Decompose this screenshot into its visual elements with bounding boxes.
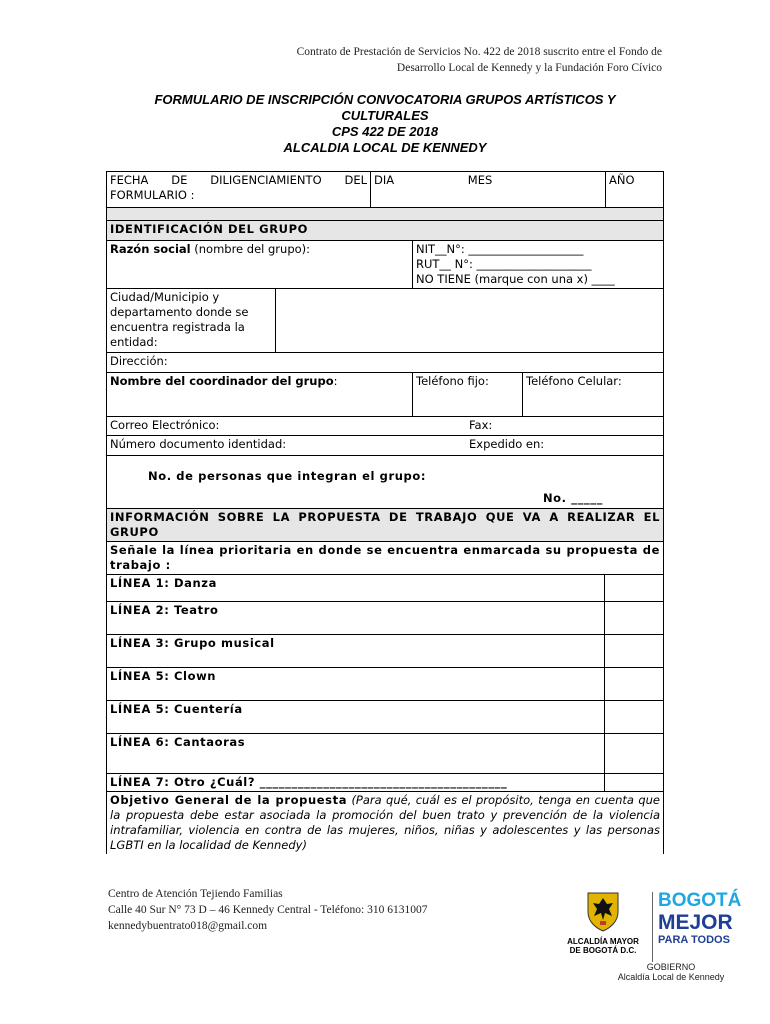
linea-1: LÍNEA 1: Danza xyxy=(107,575,605,602)
nit-line: NIT__N°: ____________________ xyxy=(416,242,584,256)
objetivo-bold: Objetivo General de la propuesta xyxy=(110,793,348,807)
fax-label: Fax: xyxy=(469,418,493,432)
correo-label: Correo Electrónico: xyxy=(110,418,220,432)
coordinador-label: Nombre del coordinador del grupo xyxy=(110,374,334,388)
linea-5-check[interactable] xyxy=(605,701,664,734)
bogota-bottom: PARA TODOS xyxy=(658,934,730,946)
footer-email: kennedybuentrato018@gmail.com xyxy=(108,920,268,932)
alcaldia-mayor-logo xyxy=(558,890,648,955)
tel-fijo-cell[interactable] xyxy=(413,373,523,417)
identification-table xyxy=(106,220,664,509)
direccion-label: Dirección: xyxy=(110,354,168,368)
coordinador-colon: : xyxy=(333,374,338,388)
no-tiene-line: NO TIENE (marque con una x) ____ xyxy=(416,272,615,286)
linea-2-check[interactable] xyxy=(605,602,664,635)
propuesta-table xyxy=(106,508,664,854)
alcaldia-line-1: ALCALDÍA MAYOR xyxy=(567,937,639,946)
footer-line-1: Centro de Atención Tejiendo Familias xyxy=(108,888,283,900)
coat-of-arms-icon xyxy=(585,890,621,932)
date-table xyxy=(106,171,664,221)
linea-6-check[interactable] xyxy=(605,734,664,774)
fecha-label: FECHA DE DILIGENCIAMIENTO DEL FORMULARIO : xyxy=(107,172,371,208)
personas-label: No. de personas que integran el grupo: xyxy=(148,469,427,483)
bogota-mid: MEJOR xyxy=(658,911,733,934)
title-line-4: ALCALDIA LOCAL DE KENNEDY xyxy=(283,140,487,155)
alcaldia-local-line: Alcaldía Local de Kennedy xyxy=(617,972,725,982)
footer-line-2: Calle 40 Sur N° 73 D – 46 Kennedy Central - Teléfono: 310 6131007 xyxy=(108,904,428,916)
tel-cel-cell[interactable] xyxy=(523,373,664,417)
tel-fijo-label: Teléfono fijo: xyxy=(416,374,489,388)
senale-label: Señale la línea prioritaria en donde se encuentra enmarcada su propuesta de trabajo : xyxy=(107,542,664,575)
linea-2: LÍNEA 2: Teatro xyxy=(107,602,605,635)
footer xyxy=(108,886,427,934)
contract-header xyxy=(142,44,662,76)
direccion-cell[interactable] xyxy=(107,353,664,373)
doc-row[interactable] xyxy=(107,436,664,456)
razon-bold: Razón social xyxy=(110,242,191,256)
linea-3: LÍNEA 3: Grupo musical xyxy=(107,635,605,668)
linea-7: LÍNEA 7: Otro ¿Cuál? _______________________________________ xyxy=(107,774,605,792)
spacer-row xyxy=(107,208,664,221)
correo-fax-row[interactable] xyxy=(107,417,664,436)
razon-social-cell[interactable] xyxy=(107,241,413,289)
coordinador-cell[interactable] xyxy=(107,373,413,417)
header-line-1: Contrato de Prestación de Servicios No. 422 de 2018 suscrito entre el Fondo de xyxy=(296,46,662,58)
linea-1-check[interactable] xyxy=(605,575,664,602)
expedido-label: Expedido en: xyxy=(469,437,545,451)
registration-form xyxy=(106,171,664,854)
logo-divider xyxy=(652,892,653,962)
gobierno-label xyxy=(596,962,746,982)
bogota-top: BOGOTÁ xyxy=(658,890,742,911)
nit-rut-cell[interactable] xyxy=(413,241,664,289)
ano-cell[interactable] xyxy=(606,172,664,208)
bogota-mejor-logo xyxy=(658,890,754,947)
dia-label: DIA xyxy=(374,173,395,187)
razon-rest: (nombre del grupo): xyxy=(190,242,311,256)
ident-header: IDENTIFICACIÓN DEL GRUPO xyxy=(107,221,664,241)
rut-line: RUT__ N°: ____________________ xyxy=(416,257,592,271)
info-header: INFORMACIÓN SOBRE LA PROPUESTA DE TRABAJO QUE VA A REALIZAR EL GRUPO xyxy=(107,509,664,542)
mes-label: MES xyxy=(467,173,493,187)
linea-6: LÍNEA 6: Cantaoras xyxy=(107,734,605,774)
personas-no: No. _____ xyxy=(542,491,603,505)
linea-3-check[interactable] xyxy=(605,635,664,668)
title-line-3: CPS 422 DE 2018 xyxy=(331,124,439,139)
tel-cel-label: Teléfono Celular: xyxy=(526,374,622,388)
linea-7-check[interactable] xyxy=(605,774,664,792)
objetivo-text: (Para qué, cuál es el propósito, tenga en cuenta que la propuesta debe estar asociada la promoción del buen trato y prevención de la violencia intrafamiliar, violencia en contra de las mujeres, niños, niñas y adolescentes y las personas LGBTI en la localidad de Kennedy) xyxy=(110,793,660,852)
linea-5: LÍNEA 5: Cuentería xyxy=(107,701,605,734)
alcaldia-line-2: DE BOGOTÁ D.C. xyxy=(569,946,637,955)
ciudad-field[interactable] xyxy=(276,289,664,353)
header-line-2: Desarrollo Local de Kennedy y la Fundación Foro Cívico xyxy=(396,62,662,74)
personas-row[interactable] xyxy=(107,456,664,509)
gobierno-line: GOBIERNO xyxy=(646,962,696,972)
ano-label: AÑO xyxy=(609,173,635,187)
linea-4-check[interactable] xyxy=(605,668,664,701)
objetivo-cell[interactable] xyxy=(107,792,664,855)
form-title xyxy=(100,92,670,156)
doc-label: Número documento identidad: xyxy=(110,437,287,451)
title-line-2: CULTURALES xyxy=(341,108,429,123)
ciudad-label: Ciudad/Municipio y departamento donde se encuentra registrada la entidad: xyxy=(107,289,276,353)
linea-4: LÍNEA 5: Clown xyxy=(107,668,605,701)
title-line-1: FORMULARIO DE INSCRIPCIÓN CONVOCATORIA GRUPOS ARTÍSTICOS Y xyxy=(154,92,616,107)
dia-mes-cell[interactable] xyxy=(371,172,606,208)
